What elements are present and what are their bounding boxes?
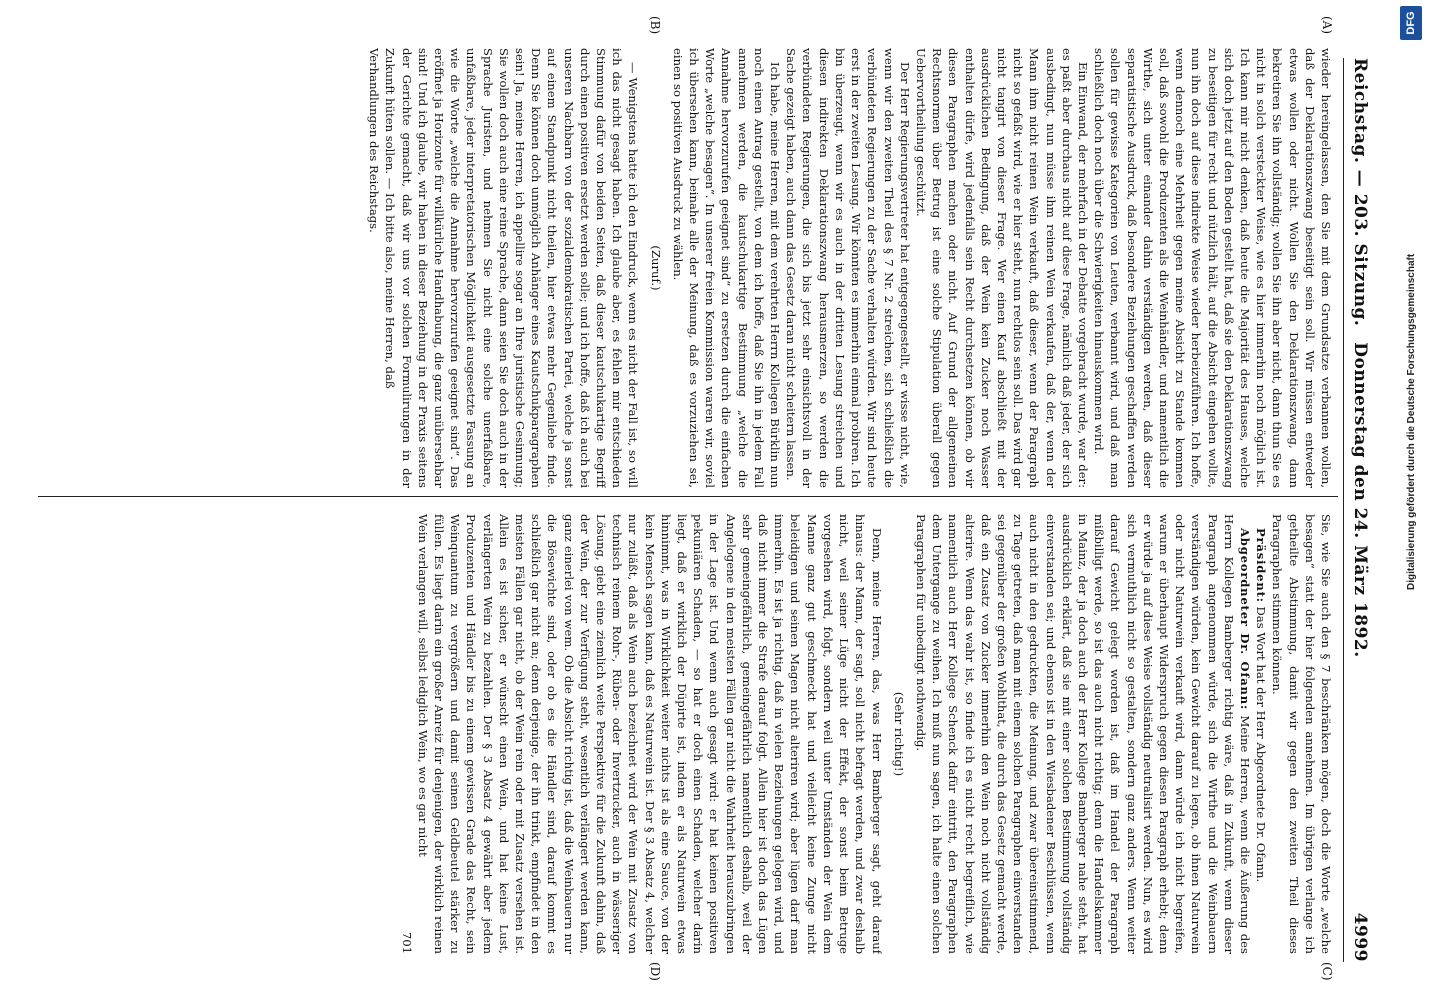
header-date: Donnerstag den 24. März 1892. — [1350, 342, 1370, 658]
interjection: (Zuruf.) — [648, 245, 663, 291]
dfg-logo-text: DFG — [1405, 11, 1417, 35]
footer-note: Verhandlungen des Reichstags. — [367, 48, 382, 233]
speaker-label: Abgeordneter Dr. Ofann: — [1237, 528, 1252, 711]
left-text-column — [44, 48, 1334, 488]
interjection: (Sehr richtig!) — [891, 691, 906, 777]
paragraph: — Wenigstens hatte ich den Eindruck, wenn es nicht der Fall ist, so will ich das nicht gesagt haben. Ich glaube aber, es fehlen mir entschieden Stimmung dafür von beiden Seiten, daß dieser kautschukartige Begriff durch einen positiven ersetzt werden solle; und ich hoffe, daß ich auch bei unseren Nachbarn von der sozialdemokratischen Partei, welche ja sonst auf einem Standpunkt nicht theilen, hier etwas mehr Gegenliebe finde. Denn Sie können doch unmöglich Anhänger eines Kautschukparagraphen sein! Ja, meine Herren, ich appellire sogar an Ihre juristische Gesinnung; Sie wollen doch auch eine reine Sprache, dann seien Sie doch auch in der Sprache Juristen, und nehmen Sie nicht eine solche unerfaßbare, unfaßbare, jeder interpretatorischen Möglichkeit ausgesetzte Fassung an wie die Worte „welche die Annahme hervorzurufen geeignet sind“. Das eröffnet ja Horizonte für willkürliche Handhabung, die ganz unübersehbar sind! Und ich glaube, wir haben in dieser Beziehung in der Praxis seitens der Gerichte gemacht, daß wir uns vor solchen Formulirungen in der Zukunft hüten sollen. — Ich bitte also, meine Herren, daß — [383, 48, 641, 488]
digitization-credit — [1392, 0, 1432, 1000]
paragraph: wieder hereingelassen, den Sie mit dem Grundsatze verbannen wollen, daß der Deklarationszwang beseitigt sein soll. Wir müssen entweder etwas wollen oder nicht. Wollen Sie den Deklarationszwang, dann bekretiren Sie ihn vollständig; wollen Sie ihn aber nicht, dann thun Sie es nicht in solch versteckter Weise, wie es hier immerhin noch möglich ist. Ich kann mir nicht denken, daß heute die Majorität des Hauses, welche sich doch jetzt auf den Boden gestellt hat, daß sie den Deklarationszwang zu beseitigen für recht und nützlich hält, auf die Absicht eingehen wollte, nun ihn doch auf diese indirekte Weise wieder herbeizuführen. Ich hoffe, wenn dennoch eine Mehrheit gegen meine Absicht zu Stande kommen soll, daß sowohl die Produzenten als die Weinhändler, und namentlich die Wirthe, sich unter einander dahin verständigen werden, daß dieser separatistische Ausdruck, daß besondere Beziehungen geschaffen werden sollen für gewisse Kategorien von Leuten, verbannt wird, und daß man schließlich doch noch über die Schwierigkeiten hinauskommen wird. — [1092, 48, 1333, 488]
speech-paragraph — [913, 514, 1253, 954]
margin-marker-a: (A) — [1320, 16, 1334, 35]
right-text-column — [44, 514, 1334, 954]
signature-number: 701 — [399, 931, 414, 954]
rotated-document-page — [10, 10, 1382, 990]
header-title: Reichstag. — 203. Sitzung. — [1350, 58, 1370, 327]
margin-marker-b: (B) — [648, 16, 662, 35]
margin-marker-d: (D) — [648, 962, 662, 981]
speaker-label: Präsident: — [1254, 528, 1269, 603]
paragraph: Der Herr Regierungsvertreter hat entgegengestellt, er wisse nicht, wie, wenn wir den zweiten Theil des § 7 Nr. 2 streichen, sich schließlich die verbündeten Regierungen zu der Sache verhalten würden. Wir sind heute erst in der zweiten Lesung. Wir könnten es immerhin einmal probiren. Ich bin überzeugt, wenn wir es auch in der dritten Lesung streichen und diesen indirekten Deklarationszwang herausmerzen, so werden die verbündeten Regierungen, die sich bis jetzt sehr einsichtsvoll in der Sache gezeigt haben, auch dann das Gesetz daran nicht scheitern lassen. — [784, 48, 912, 488]
column-divider — [38, 496, 1338, 497]
paragraph: Ein Einwand, der mehrfach in der Debatte vorgebracht wurde, war der: es paßt aber durchaus nicht auf diese Frage, nämlich daß jeder, der sich ausbedingt, nun müsse ihm reinen Wein verkaufen, daß der, wenn der Mann ihm nicht reinen Wein verkauft, daß dieser, wenn der Paragraph nicht so gefaßt wird, wie er hier steht, nun rechtlos sein soll. Das wird gar nicht tangirt von dieser Frage. Wer einen Kauf abschließt mit der ausdrücklichen Bedingung, daß der Wein kein Zucker noch Wasser enthalten dürfe, wird jedenfalls sein Recht durchsetzen können, ob wir diesen Paragraphen machen oder nicht. Auf Grund der allgemeinen Rechtsnormen über Betrug ist eine solche Stipulation überall gegen Uebervortheilung geschützt. — [913, 48, 1090, 488]
president-text: Das Wort hat der Herr Abgeordnete Dr. Ofann. — [1254, 606, 1269, 883]
paragraph: Denn, meine Herren, das, was Herr Bamberger sagt, geht darauf hinaus: der Mann, der sagt, soll nicht befragt werden, und zwar deshalb nicht, weil seiner Lüge nicht der Effekt, der sonst beim Betruge vorgesehen wird, folgt, sondern weil unter Umständen der Wein dem Manne ganz gut geschmeckt hat und vielleicht keine Zunge nicht beleidigen und seinen Magen nicht alteriren wird; aber lügen darf man immerhin. Es ist ja richtig, daß in vielen Beziehungen gelogen wird, und daß nicht immer die Strafe darauf folgt. Allein hier ist doch das Lügen sehr gemeingefährlich, gemeingefährlich namentlich deshalb, weil der Angelogene in den meisten Fällen gar nicht die Wahrheit herauszubringen in der Lage ist. Und wenn auch gesagt wird: er hat keinen positiven pekuniären Schaden, — so hat er doch einen Schaden, welcher darin liegt, daß er wirklich der Düpirte ist, indem er als Naturwein etwas hinnimmt, was in Wirklichkeit weiter nichts ist als eine Sauce, von der kein Mensch sagen kann, daß es Naturwein ist. Der § 3 Absatz 4, welcher nur zuläßt, daß als Wein auch bezeichnet wird der Wein mit Zusatz von technisch reinem Rohr-, Rüben- oder Invertzucker, auch in wässeriger Lösung, giebt eine ziemlich weite Perspektive für die Zukunft dahin, daß der Wein, der zur Verfügung steht, wesentlich verlängert werden kann, ganz einerlei von wem. Ob die Absicht richtig ist, daß die Weinbauern nur die Bösewichte sind, oder ob es die Händler sind, darauf kommt es schließlich gar nicht an; denn derjenige, der ihn trinkt, empfindet in den meisten Fällen gar nicht, ob der Wein rein oder mit Zusatz versehen ist. Allein es ist sicher, er wünscht einen Wein, und hat keine Lust, verlängerten Wein zu bezahlen. Der § 3 Absatz 4 gewährt aber jedem Produzenten und Händler bis zu einem gewissen Grade das Recht, sein Weinquantum zu vergrößern und damit seinen Geldbeutel stärker zu füllen. Es liegt darin ein großer Anreiz für denjenigen, der wirklich reinen Wein verlangen will, selbst lediglich Wein, wo es gar nicht — [415, 514, 884, 954]
paragraph: Ich habe, meine Herren, mit dem verehrten Herrn Kollegen Bürklin nun noch einen Antrag gestellt, von dem ich hoffe, daß Sie ihn in jedem Fall annehmen werden, die kautschukartige Bestimmung „welche die Annahme hervorzurufen geeignet sind“ zu ersetzen durch die einfachen Worte „welche besagen“. In unserer freien Kommission waren wir, soviel ich übersehen kann, beinahe alle der Meinung, daß es vorzuziehen sei, einen so positiven Ausdruck zu wählen. — [670, 48, 783, 488]
credit-text: Digitalisierung gefördert durch die Deutsche Forschungsgemeinschaft — [1406, 253, 1417, 590]
margin-marker-c: (C) — [1320, 962, 1334, 981]
page-header — [1346, 28, 1374, 972]
president-paragraph — [1253, 514, 1269, 954]
speech-text: Meine Herren, wenn die Äußerung des Herrn Kollegen Bamberger richtig wäre, daß in Zukunft, wenn dieser Paragraph angenommen würde, sich die Wirthe und die Weinbauern verständigen würden, kein Gewicht darauf zu legen, ob ihnen Naturwein oder nicht Naturwein verkauft wird, dann würde ich nicht begreifen, warum er überhaupt Widerspruch gegen diesen Paragraph erhebt; denn er würde ja auf diese Weise vollständig neutralisirt werden. Nun, es wird sich vermuthlich nicht so gestalten, sondern ganz anders. Wenn weiter darauf Gewicht gelegt worden ist, daß im Handel der Paragraph mißbilligt werde, so ist das auch nicht richtig; denn die Handelskammer in Mainz, der ja doch auch der Herr Kollege Bamberger nahe steht, hat ausdrücklich erklärt, daß sie mit einer solchen Bestimmung vollständig einverstanden sei; und ebenso ist in den Wiesbadener Beschlüssen, wenn auch nicht in den gedruckten, die Meinung, und zwar übereinstimmend, zu Tage getreten, daß man mit einem solchen Paragraphen einverstanden sei gegenüber der großen Wohlthat, die durch das Gesetz gemacht werde, daß ein Zusatz von Zucker immerhin den Wein noch nicht vollständig alterire. Wenn das wahr ist, so finde ich es nicht recht begreiflich, wie namentlich auch Herr Kollege Schenck dafür eintritt, den Paragraphen dem Untergange zu weihen. Ich muß nun sagen, ich halte einen solchen Paragraphen für unbedingt nothwendig. — [913, 514, 1252, 954]
header-rule — [1343, 58, 1344, 962]
paragraph: Sie, wie Sie auch den § 7 beschränken mögen, doch die Worte „welche besagen“ statt der hier folgenden annehmen. Im übrigen verlange ich getheilte Abstimmung, damit wir gegen den zweiten Theil dieses Paragraphen stimmen können. — [1270, 514, 1333, 954]
page-number: 4999 — [1350, 912, 1370, 962]
dfg-logo-icon — [1400, 6, 1422, 40]
